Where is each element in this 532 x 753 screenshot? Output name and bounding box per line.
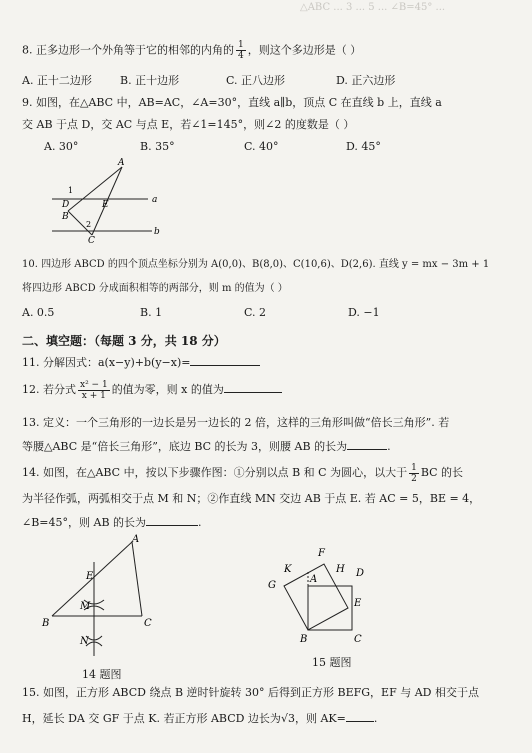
q10-option-d: D. −1 bbox=[348, 306, 380, 319]
q15-label-g: G bbox=[268, 580, 276, 591]
q10-option-a: A. 0.5 bbox=[22, 306, 55, 319]
q14-label-m: M bbox=[80, 601, 91, 612]
q9-label-1: 1 bbox=[68, 186, 74, 195]
q9-label-2: 2 bbox=[86, 220, 92, 229]
q8-fraction: $\frac{1}{4}$ bbox=[238, 40, 244, 61]
q13-answer-blank bbox=[347, 449, 387, 450]
q9-option-a: A. 30° bbox=[44, 140, 79, 153]
q15-stem-line1: 15. 如图，正方形 ABCD 绕点 B 逆时针旋转 30° 后得到正方形 BEFG，EF 与 AD 相交于点 bbox=[22, 686, 479, 699]
q8-option-d: D. 正六边形 bbox=[336, 74, 396, 87]
q10-options bbox=[22, 306, 520, 319]
q9-label-c: C bbox=[88, 236, 95, 245]
q15-label-d: D bbox=[356, 568, 365, 579]
q14-stem-line2: 为半径作弧，两弧相交于点 M 和 N；②作直线 MN 交边 AB 于点 E. 若 AC = 5，BE = 4， bbox=[22, 492, 481, 505]
q9-stem-line2: 交 AB 于点 D，交 AC 与点 E，若∠1=145°，则∠2 的度数是（ ） bbox=[22, 118, 355, 131]
q15-label-e: E bbox=[354, 598, 362, 609]
q11-answer-blank bbox=[190, 365, 260, 366]
q12-stem: 12. 若分式 $\frac{\text{x² − 1}}{x + 1}$ 的值为零，则 x 的值为 bbox=[22, 376, 520, 404]
q9-options bbox=[44, 140, 520, 153]
section-fill-in-heading: 二、填空题：（每题 3 分，共 18 分） bbox=[22, 334, 226, 348]
q15-label-f: F bbox=[318, 548, 325, 559]
q14-figure bbox=[36, 534, 166, 664]
q9-option-c: C. 40° bbox=[244, 140, 279, 153]
bleed-through-text: △ABC ... 3 ... 5 ... ∠B=45° ... bbox=[300, 2, 446, 13]
q15-label-c: C bbox=[354, 634, 362, 645]
q9-option-b: B. 35° bbox=[140, 140, 175, 153]
q13-stem-line1: 13. 定义：一个三角形的一边长是另一边长的 2 倍，这样的三角形叫做“倍长三角形”. 若 bbox=[22, 416, 450, 429]
q15-answer-blank bbox=[346, 721, 374, 722]
q10-option-c: C. 2 bbox=[244, 306, 267, 319]
q14-answer-blank bbox=[146, 525, 198, 526]
q11-stem: 11. 分解因式：a(x−y)+b(y−x)= bbox=[22, 356, 520, 370]
q10-stem-line2: 将四边形 ABCD 分成面积相等的两部分，则 m 的值为（ ） bbox=[22, 283, 288, 294]
q12-fraction: $\frac{\text{x² − 1}}{x + 1}$ bbox=[80, 379, 108, 401]
q8-option-b: B. 正十边形 bbox=[120, 74, 180, 87]
q14-stem-line1: 14. 如图，在△ABC 中，按以下步骤作图：①分别以点 B 和 C 为圆心，以大于 $\frac{1}{2}$ BC 的长 bbox=[22, 462, 464, 484]
q14-stem-line3: ∠B=45°，则 AB 的长为 . bbox=[22, 516, 202, 529]
q15-label-a: A bbox=[310, 574, 318, 585]
q14-label-b: B bbox=[42, 618, 50, 629]
q9-stem-line1: 9. 如图，在△ABC 中，AB=AC，∠A=30°，直线 a∥b，顶点 C 在直线 b 上，直线 a bbox=[22, 96, 442, 109]
q9-label-d: D bbox=[62, 200, 70, 210]
q15-label-k: K bbox=[284, 564, 292, 575]
sqrt3: √3 bbox=[280, 712, 295, 725]
q14-label-e: E bbox=[86, 571, 94, 582]
q13-stem-line2: 等腰△ABC 是“倍长三角形”，底边 BC 的长为 3，则腰 AB 的长为 . bbox=[22, 440, 391, 453]
q8-stem: 8. 正多边形一个外角等于它的相邻的内角的 $\frac{1}{4}$ ，则这个多边形是（ ） bbox=[22, 40, 362, 61]
q8-option-c: C. 正八边形 bbox=[226, 74, 286, 87]
q9-label-b: B bbox=[62, 212, 69, 222]
q14-label-c: C bbox=[144, 618, 152, 629]
q14-label-n: N bbox=[80, 636, 89, 647]
q9-figure bbox=[52, 155, 162, 245]
q14-label-a: A bbox=[132, 534, 140, 545]
q9-label-line-a: a bbox=[152, 195, 158, 205]
q9-label-a: A bbox=[118, 158, 125, 168]
q14-figure-caption: 14 题图 bbox=[82, 668, 122, 681]
q9-label-e: E bbox=[102, 200, 109, 210]
q15-label-h: H bbox=[336, 564, 345, 575]
q15-figure bbox=[268, 540, 388, 650]
q10-option-b: B. 1 bbox=[140, 306, 163, 319]
q9-label-line-b: b bbox=[154, 227, 160, 237]
q8-option-a: A. 正十二边形 bbox=[22, 74, 92, 87]
q14-fraction: $\frac{1}{2}$ bbox=[411, 462, 417, 484]
q15-figure-caption: 15 题图 bbox=[312, 656, 352, 669]
q9-option-d: D. 45° bbox=[346, 140, 381, 153]
q15-label-b: B bbox=[300, 634, 308, 645]
q12-answer-blank bbox=[224, 392, 282, 393]
q15-stem-line2: H，延长 DA 交 GF 于点 K. 若正方形 ABCD 边长为√3，则 AK= . bbox=[22, 712, 378, 725]
q10-stem-line1: 10. 四边形 ABCD 的四个顶点坐标分别为 A(0,0)、B(8,0)、C(10,6)、D(2,6). 直线 y = mx − 3m + 1 bbox=[22, 259, 490, 270]
q8-options bbox=[22, 72, 520, 88]
